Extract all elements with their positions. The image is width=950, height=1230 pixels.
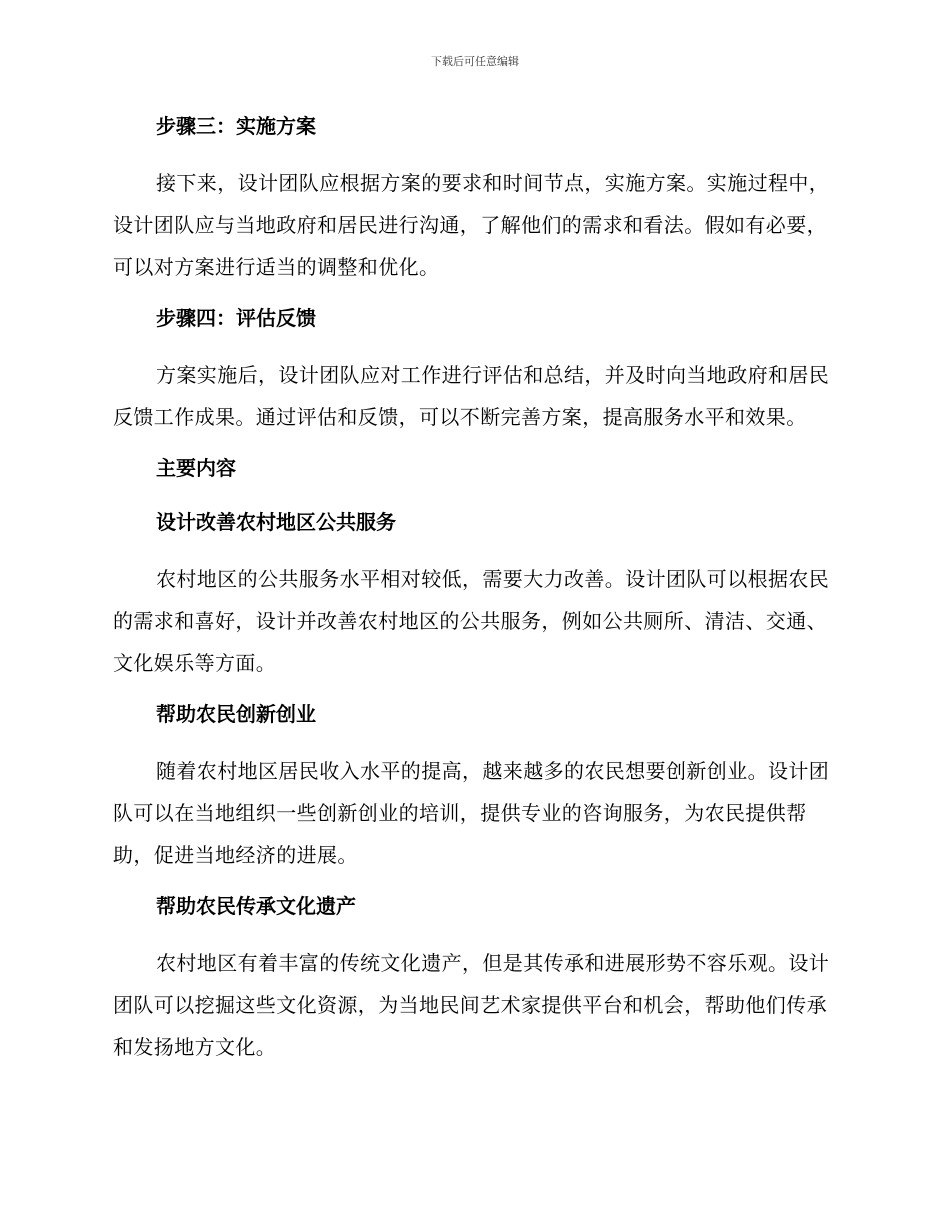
section-paragraph-step-four: 方案实施后，设计团队应对工作进行评估和总结，并及时向当地政府和居民反馈工作成果。通过评估和反馈，可以不断完善方案，提高服务水平和效果。 xyxy=(113,363,830,429)
page-header: 下载后可任意编辑 xyxy=(431,55,519,68)
section-paragraph-cultural-heritage: 农村地区有着丰富的传统文化遗产，但是其传承和进展形势不容乐观。设计团队可以挖掘这些文化资源，为当地民间艺术家提供平台和机会，帮助他们传承和发扬地方文化。 xyxy=(113,951,830,1059)
document-body xyxy=(113,108,831,1080)
section-heading-cultural-heritage: 帮助农民传承文化遗产 xyxy=(156,894,356,918)
section-paragraph-public-services: 农村地区的公共服务水平相对较低，需要大力改善。设计团队可以根据农民的需求和喜好，设计并改善农村地区的公共服务，例如公共厕所、清洁、交通、文化娱乐等方面。 xyxy=(113,567,830,675)
section-heading-step-four: 步骤四：评估反馈 xyxy=(156,306,316,330)
section-paragraph-entrepreneurship: 随着农村地区居民收入水平的提高，越来越多的农民想要创新创业。设计团队可以在当地组织一些创新创业的培训，提供专业的咨询服务，为农民提供帮助，促进当地经济的进展。 xyxy=(113,759,830,867)
section-heading-public-services: 设计改善农村地区公共服务 xyxy=(156,510,396,534)
section-heading-step-three: 步骤三：实施方案 xyxy=(156,114,316,138)
section-paragraph-step-three: 接下来，设计团队应根据方案的要求和时间节点，实施方案。实施过程中，设计团队应与当地政府和居民进行沟通，了解他们的需求和看法。假如有必要，可以对方案进行适当的调整和优化。 xyxy=(113,171,830,279)
section-heading-entrepreneurship: 帮助农民创新创业 xyxy=(156,702,316,726)
section-heading-main-content: 主要内容 xyxy=(156,456,236,480)
